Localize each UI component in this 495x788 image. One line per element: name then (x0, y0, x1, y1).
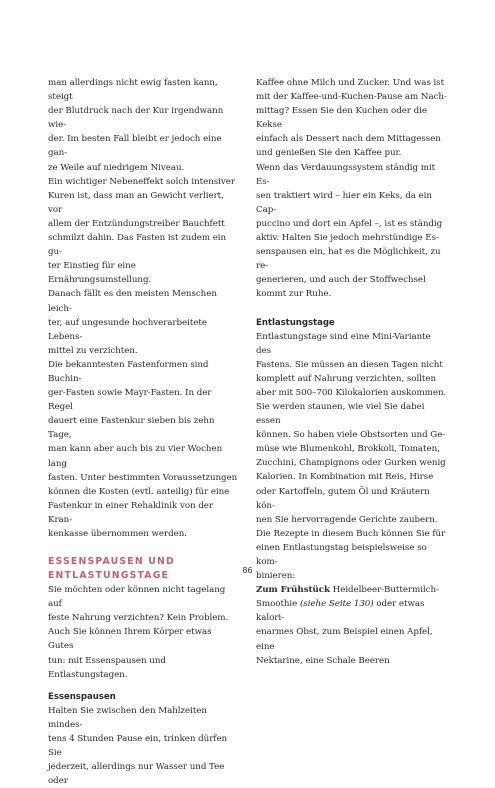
section-heading-line: ENTLASTUNGSTAGE (48, 570, 170, 582)
text-line: können. So haben viele Obstsorten und Ge- (256, 430, 446, 441)
text-line: Danach fällt es den meisten Menschen leich- (48, 289, 217, 314)
bold-lead: Zum Frühstück (256, 585, 330, 596)
text-line: können die Kosten (evtl. anteilig) für eine (48, 486, 230, 497)
text-line: dauert eine Fastenkur sieben bis zehn Tage, (48, 416, 215, 441)
text-line: müse wie Blumenkohl, Brokkoli, Tomaten, (256, 444, 440, 455)
text-line: schmilzt dahin. Das Fasten ist zudem ein gu- (48, 233, 227, 258)
text-line: kommt zur Ruhe. (256, 289, 332, 300)
text-line: ter Einstieg für eine Ernährungsumstellung. (48, 261, 152, 286)
right-para-3 (256, 330, 448, 584)
text-line: der. Im besten Fall bleibt er jedoch eine gan- (48, 134, 222, 159)
text-line: Auch Sie können Ihrem Körper etwas Gutes (48, 627, 212, 652)
text-line: Nektarine, eine Schale Beeren (256, 655, 390, 666)
left-para-4 (48, 583, 238, 682)
text-line: mit der Kaffee-und-Kuchen-Pause am Nach- (256, 92, 447, 103)
text-line: jederzeit, allerdings nur Wasser und Tee oder (48, 762, 225, 787)
text-line: Entlastungstage sind eine Mini-Variante des (256, 331, 431, 356)
text-line: tens 4 Stunden Pause ein, trinken dürfen Sie (48, 733, 228, 759)
text-line: ter, auf ungesunde hochverarbeitete Lebens- (48, 317, 207, 342)
text-line: puccino und dort ein Apfel –, ist es ständig (256, 218, 443, 229)
text-line: Sie möchten oder können nicht tagelang auf (48, 585, 226, 610)
left-column (48, 76, 238, 788)
text-line: enarmes Obst, zum Beispiel einen Apfel, eine (256, 627, 433, 652)
text-line: Kalorien. In Kombination mit Reis, Hirse (256, 472, 434, 483)
text-line: Die Rezepte in diesem Buch können Sie für (256, 528, 446, 539)
left-para-3 (48, 358, 238, 541)
text-line: oder Kartoffeln, gutem Öl und Kräutern kön- (256, 486, 430, 511)
page-reference: (siehe Seite 130) (299, 599, 374, 610)
page-number: 86 (242, 566, 253, 575)
text-line: allem der Entzündungstreiber Bauchfett (48, 218, 225, 229)
text-line: Sie werden staunen, wie viel Sie dabei essen (256, 401, 425, 427)
text-line: kenkasse übernommen werden. (48, 529, 187, 539)
text-fragment: Smoothie (256, 599, 300, 610)
text-line: man allerdings nicht ewig fasten kann, steigt (48, 78, 218, 103)
text-line: einfach als Dessert nach dem Mittagessen (256, 134, 441, 145)
text-line: aktiv. Halten Sie jedoch mehrstündige Es- (256, 233, 439, 244)
left-para-5 (48, 704, 238, 788)
right-para-2 (256, 161, 448, 302)
text-line: binieren: (256, 571, 296, 582)
text-line: Kaffee ohne Milch und Zucker. Und was ist (256, 78, 445, 88)
text-line: mittag? Essen Sie den Kuchen oder die Kekse (256, 106, 427, 131)
right-column (256, 76, 448, 668)
text-line: komplett auf Nahrung verzichten, sollten (256, 373, 436, 384)
text-line: man kann aber auch bis zu vier Wochen lang (48, 444, 223, 469)
text-line: der Blutdruck nach der Kur irgendwann wie- (48, 106, 224, 131)
text-line: ger-Fasten sowie Mayr-Fasten. In der Regel (48, 388, 212, 413)
text-line: Halten Sie zwischen den Mahlzeiten mindes- (48, 705, 207, 730)
text-line: ze Weile auf niedrigem Niveau. (48, 162, 185, 173)
text-line: tun: mit Essenspausen und Entlastungstagen. (48, 655, 166, 680)
section-heading-line: ESSENSPAUSEN UND (48, 556, 175, 568)
left-para-1 (48, 76, 238, 175)
text-line: Fastenkur in einer Rehaklinik von der Kran- (48, 500, 213, 525)
left-para-2 (48, 175, 238, 358)
text-line: einen Entlastungstag beispielsweise so kom- (256, 542, 427, 567)
right-para-1 (256, 76, 448, 161)
right-para-4 (256, 583, 448, 668)
text-line: Wenn das Verdauungssystem ständig mit Es- (256, 162, 436, 187)
text-line: Zucchini, Champignons oder Gurken wenig (256, 458, 446, 469)
subheading-essenspausen: Essenspausen (48, 691, 116, 702)
text-line: sen traktiert wird – hier ein Keks, da ein Cap- (256, 190, 432, 215)
text-line: generieren, und auch der Stoffwechsel (256, 275, 426, 286)
text-line: Fastens. Sie müssen an diesen Tagen nicht (256, 359, 443, 370)
text-line: aber mit 500–700 Kilokalorien auskommen. (256, 387, 447, 398)
text-line: fasten. Unter bestimmten Voraussetzungen (48, 472, 238, 483)
text-fragment: Heidelbeer-Buttermilch- (329, 585, 439, 596)
text-line: und genießen Sie den Kaffee pur. (256, 148, 402, 159)
subheading-entlastungstage: Entlastungstage (256, 317, 335, 328)
text-line: Die bekanntesten Fastenformen sind Buchin- (48, 359, 209, 384)
text-line: Ein wichtiger Nebeneffekt solch intensiver (48, 176, 235, 187)
text-line: feste Nahrung verzichten? Kein Problem. (48, 613, 229, 624)
text-line: nen Sie hervorragende Gerichte zaubern. (256, 514, 438, 525)
text-line: Kuren ist, dass man an Gewicht verliert, vor (48, 190, 224, 215)
text-fragment: oder etwas kalori- (256, 599, 425, 624)
text-line: senspausen ein, hat es die Möglichkeit, zu re- (256, 247, 441, 272)
text-line: mittel zu verzichten. (48, 345, 138, 356)
